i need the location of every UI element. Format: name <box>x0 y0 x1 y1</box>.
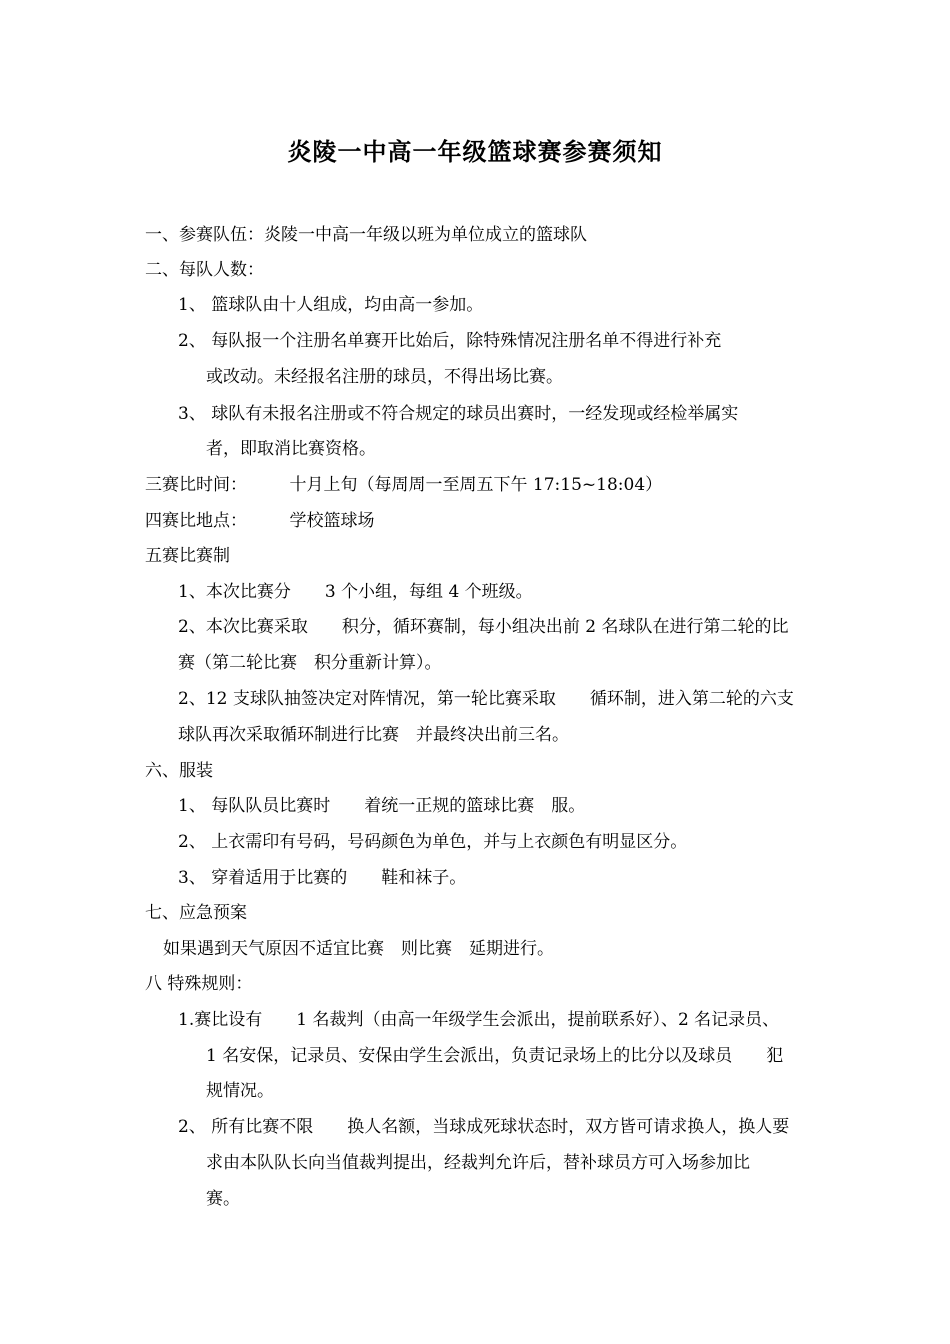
section-6-heading: 六、服装 <box>145 761 213 781</box>
rule-5-3-cont: 球队再次采取循环制进行比赛 并最终决出前三名。 <box>178 725 569 745</box>
rule-8-2: 2、 所有比赛不限 换人名额，当球成死球状态时，双方皆可请求换人，换人要 <box>178 1117 790 1137</box>
rule-8-2-cont: 求由本队队长向当值裁判提出，经裁判允许后，替补球员方可入场参加比 <box>206 1153 750 1173</box>
rule-2-2: 2、 每队报一个注册名单赛开比始后，除特殊情况注册名单不得进行补充 <box>178 331 722 351</box>
rule-2-3: 3、 球队有未报名注册或不符合规定的球员出赛时，一经发现或经检举属实 <box>178 404 739 424</box>
section-4-place: 四赛比地点： 学校篮球场 <box>145 511 375 531</box>
rule-8-1: 1.赛比设有 1 名裁判（由高一年级学生会派出，提前联系好）、2 名记录员、 <box>178 1010 780 1030</box>
rule-6-2: 2、 上衣需印有号码，号码颜色为单色，并与上衣颜色有明显区分。 <box>178 832 688 852</box>
section-1-teams: 一、参赛队伍：炎陵一中高一年级以班为单位成立的篮球队 <box>145 225 587 245</box>
rule-2-2-cont: 或改动。未经报名注册的球员，不得出场比赛。 <box>206 367 563 387</box>
rule-8-2-cont2: 赛。 <box>206 1189 240 1209</box>
rule-8-1-cont: 1 名安保，记录员、安保由学生会派出，负责记录场上的比分以及球员 犯 <box>206 1046 784 1066</box>
section-5-heading: 五赛比赛制 <box>145 546 230 566</box>
section-2-heading: 二、每队人数： <box>145 260 264 280</box>
rule-6-1: 1、 每队队员比赛时 着统一正规的篮球比赛 服。 <box>178 796 586 816</box>
rule-2-3-cont: 者，即取消比赛资格。 <box>206 439 376 459</box>
rule-2-1: 1、 篮球队由十人组成，均由高一参加。 <box>178 295 484 315</box>
rule-6-3: 3、 穿着适用于比赛的 鞋和袜子。 <box>178 868 467 888</box>
rule-5-1: 1、本次比赛分 3 个小组，每组 4 个班级。 <box>178 582 533 602</box>
rule-5-2: 2、本次比赛采取 积分，循环赛制，每小组决出前 2 名球队在进行第二轮的比 <box>178 617 789 637</box>
section-3-time: 三赛比时间： 十月上旬（每周周一至周五下午 17:15~18:04） <box>145 475 663 495</box>
section-7-heading: 七、应急预案 <box>145 903 247 923</box>
section-8-heading: 八 特殊规则： <box>145 974 253 994</box>
rule-8-1-cont2: 规情况。 <box>206 1081 274 1101</box>
rule-7-text: 如果遇到天气原因不适宜比赛 则比赛 延期进行。 <box>163 939 554 959</box>
rule-5-3: 2、12 支球队抽签决定对阵情况，第一轮比赛采取 循环制，进入第二轮的六支 <box>178 689 794 709</box>
document-title: 炎陵一中高一年级篮球赛参赛须知 <box>287 137 663 166</box>
rule-5-2-cont: 赛（第二轮比赛 积分重新计算）。 <box>178 653 442 673</box>
